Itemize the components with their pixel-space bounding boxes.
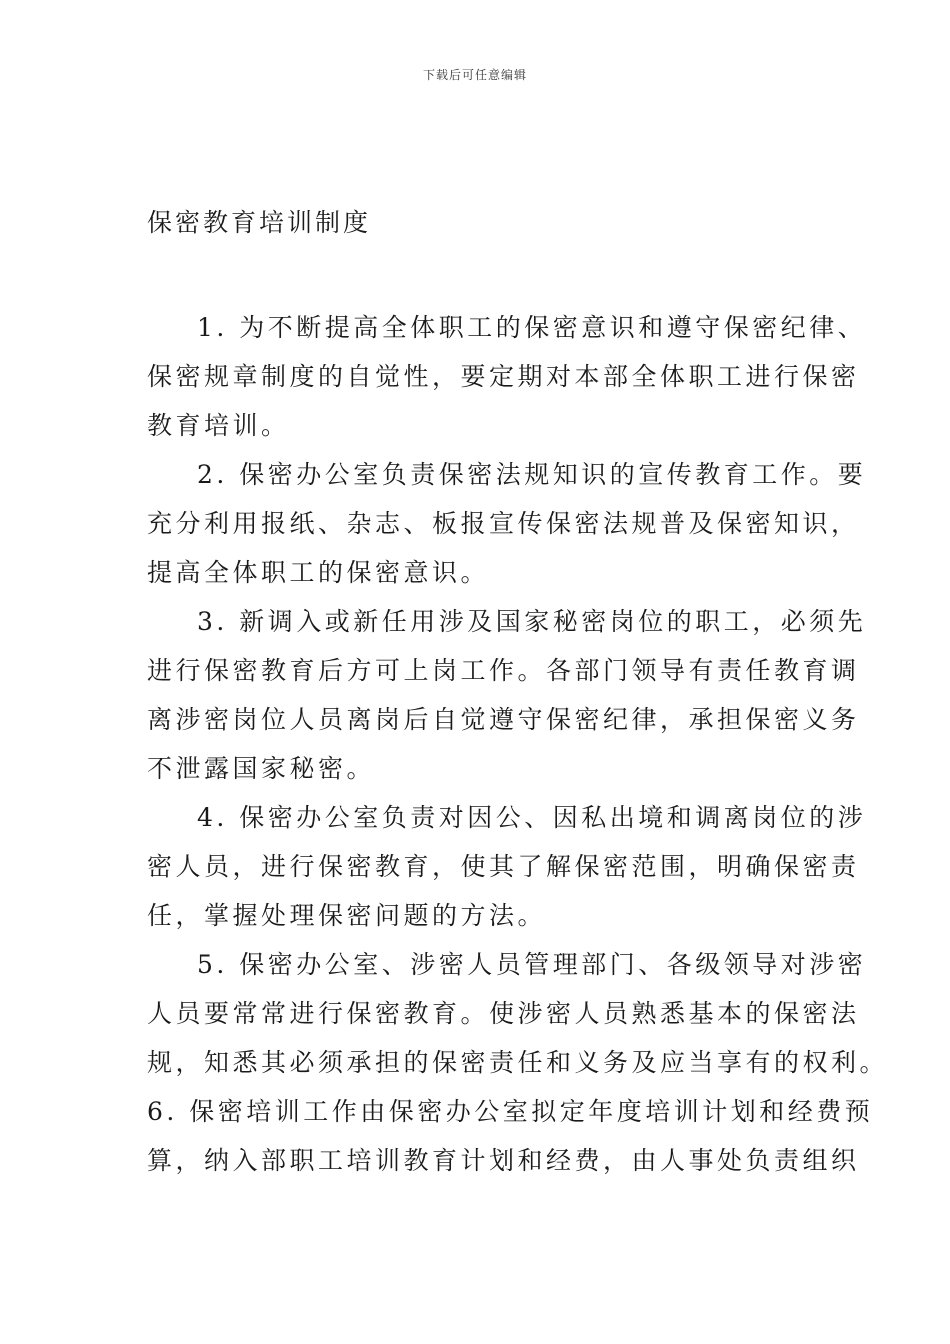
paragraph-line: 离涉密岗位人员离岗后自觉遵守保密纪律，承担保密义务 (147, 705, 860, 734)
document-body (147, 303, 889, 1185)
paragraph-line: 进行保密教育后方可上岗工作。各部门领导有责任教育调 (147, 656, 860, 685)
paragraph-3 (147, 597, 867, 793)
paragraph-line: 充分利用报纸、杂志、板报宣传保密法规普及保密知识， (147, 509, 860, 538)
paragraph-line: 人员要常常进行保密教育。使涉密人员熟悉基本的保密法 (147, 999, 860, 1028)
paragraph-6 (147, 1087, 874, 1185)
paragraph-line: 不泄露国家秘密。 (147, 754, 376, 783)
header-note: 下载后可任意编辑 (422, 68, 527, 82)
paragraph-line: 任，掌握处理保密问题的方法。 (147, 901, 547, 930)
paragraph-4 (147, 793, 867, 940)
paragraph-5 (147, 940, 889, 1087)
paragraph-line: 密人员，进行保密教育，使其了解保密范围，明确保密责 (147, 852, 860, 881)
document-title: 保密教育培训制度 (147, 208, 372, 237)
paragraph-line: 6. 保密培训工作由保密办公室拟定年度培训计划和经费预 (147, 1097, 874, 1126)
paragraph-line: 3. 新调入或新任用涉及国家秘密岗位的职工，必须先 (197, 607, 867, 636)
paragraph-line: 保密规章制度的自觉性，要定期对本部全体职工进行保密 (147, 362, 860, 391)
paragraph-line: 教育培训。 (147, 411, 290, 440)
paragraph-line: 提高全体职工的保密意识。 (147, 558, 490, 587)
paragraph-line: 规，知悉其必须承担的保密责任和义务及应当享有的权利。 (147, 1048, 889, 1077)
paragraph-line: 5. 保密办公室、涉密人员管理部门、各级领导对涉密 (197, 950, 867, 979)
paragraph-line: 4. 保密办公室负责对因公、因私出境和调离岗位的涉 (197, 803, 867, 832)
paragraph-line: 2. 保密办公室负责保密法规知识的宣传教育工作。要 (197, 460, 867, 489)
paragraph-1 (147, 303, 867, 450)
paragraph-line: 1. 为不断提高全体职工的保密意识和遵守保密纪律、 (197, 313, 867, 342)
paragraph-line: 算，纳入部职工培训教育计划和经费，由人事处负责组织 (147, 1146, 860, 1175)
paragraph-2 (147, 450, 867, 597)
